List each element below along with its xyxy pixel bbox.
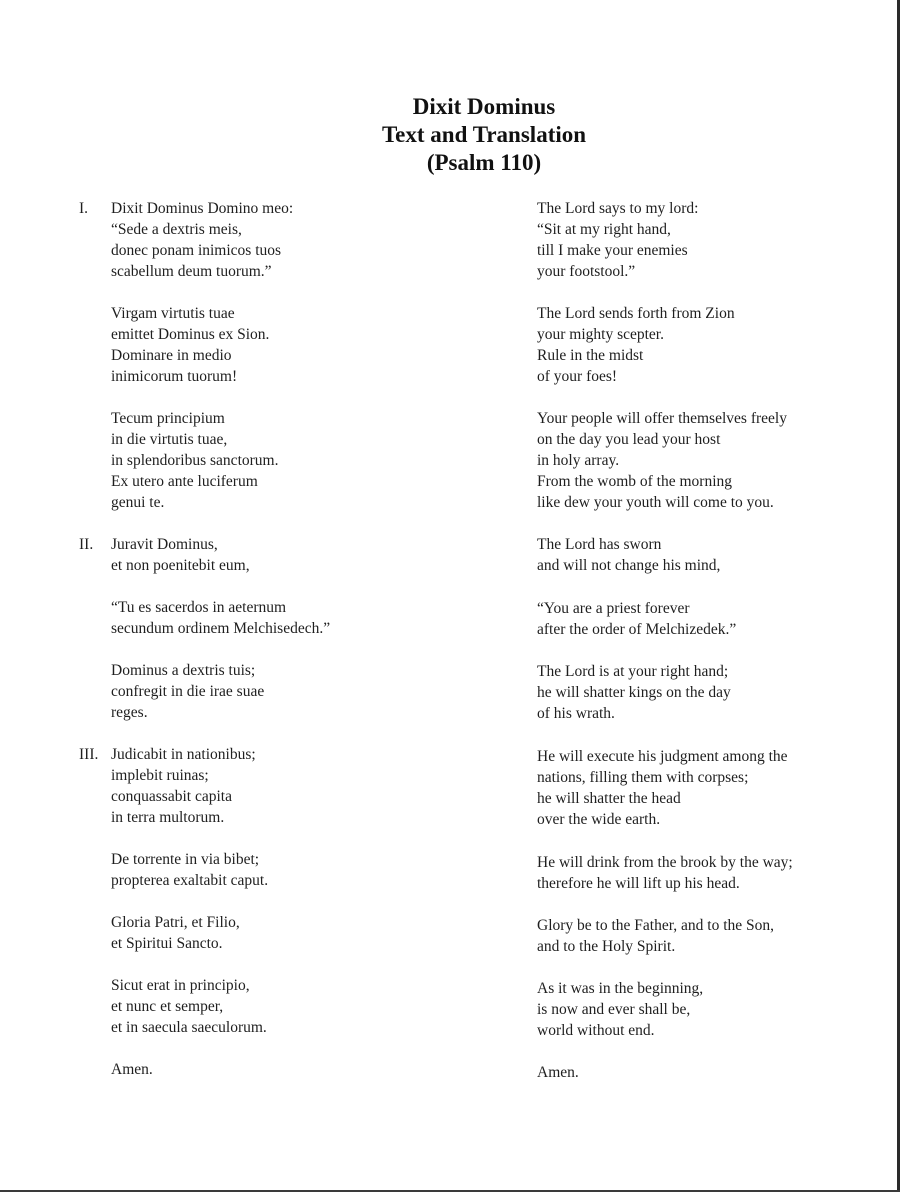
english-stanza [537, 198, 698, 282]
english-stanza [537, 598, 736, 640]
english-line: “Sit at my right hand, [537, 221, 671, 238]
latin-stanza [111, 660, 264, 723]
english-line: on the day you lead your host [537, 431, 721, 448]
latin-line: et nunc et semper, [111, 998, 224, 1015]
english-stanza [537, 1062, 579, 1083]
english-line: is now and ever shall be, [537, 1001, 691, 1018]
latin-stanza [111, 534, 250, 576]
latin-stanza [111, 912, 240, 954]
latin-line: secundum ordinem Melchisedech.” [111, 620, 331, 637]
english-line: he will shatter kings on the day [537, 684, 731, 701]
latin-line: Dominare in medio [111, 347, 232, 364]
english-line: in holy array. [537, 452, 620, 469]
english-stanza [537, 661, 731, 724]
latin-line: emittet Dominus ex Sion. [111, 326, 270, 343]
english-line: Amen. [537, 1064, 579, 1081]
latin-line: reges. [111, 704, 148, 721]
english-stanza [537, 746, 788, 830]
english-line: therefore he will lift up his head. [537, 875, 740, 892]
section-number-3: III. [79, 746, 99, 763]
english-line: The Lord sends forth from Zion [537, 305, 735, 322]
latin-stanza [111, 1059, 153, 1080]
latin-line: in terra multorum. [111, 809, 225, 826]
latin-line: Ex utero ante luciferum [111, 473, 258, 490]
latin-line: et non poenitebit eum, [111, 557, 250, 574]
english-line: Rule in the midst [537, 347, 644, 364]
latin-line: Dominus a dextris tuis; [111, 662, 256, 679]
latin-line: De torrente in via bibet; [111, 851, 260, 868]
english-line: Glory be to the Father, and to the Son, [537, 917, 775, 934]
title-line-1: Dixit Dominus [412, 94, 556, 119]
latin-line: scabellum deum tuorum.” [111, 263, 272, 280]
latin-line: Virgam virtutis tuae [111, 305, 235, 322]
english-line: The Lord is at your right hand; [537, 663, 729, 680]
english-stanza [537, 408, 787, 513]
latin-line: Tecum principium [111, 410, 225, 427]
latin-line: Juravit Dominus, [111, 536, 218, 553]
english-line: and to the Holy Spirit. [537, 938, 676, 955]
latin-stanza [111, 303, 269, 387]
section-number-1: I. [79, 200, 89, 217]
latin-stanza [111, 198, 293, 282]
latin-line: et Spiritui Sancto. [111, 935, 223, 952]
english-line: “You are a priest forever [537, 600, 690, 617]
english-line: like dew your youth will come to you. [537, 494, 774, 511]
english-stanza [537, 915, 774, 957]
latin-line: Dixit Dominus Domino meo: [111, 200, 294, 217]
section-number-2: II. [79, 536, 94, 553]
english-line: The Lord says to my lord: [537, 200, 699, 217]
english-line: The Lord has sworn [537, 536, 662, 553]
latin-line: inimicorum tuorum! [111, 368, 238, 385]
latin-line: conquassabit capita [111, 788, 232, 805]
english-line: Your people will offer themselves freely [537, 410, 787, 427]
latin-line: “Tu es sacerdos in aeternum [111, 599, 287, 616]
latin-line: et in saecula saeculorum. [111, 1019, 267, 1036]
latin-line: confregit in die irae suae [111, 683, 265, 700]
latin-line: Amen. [111, 1061, 153, 1078]
english-line: of his wrath. [537, 705, 615, 722]
latin-line: donec ponam inimicos tuos [111, 242, 282, 259]
title-line-3: (Psalm 110) [426, 150, 542, 175]
latin-stanza [111, 849, 268, 891]
english-line: From the womb of the morning [537, 473, 733, 490]
english-stanza [537, 303, 735, 387]
latin-line: implebit ruinas; [111, 767, 209, 784]
english-line: your mighty scepter. [537, 326, 664, 343]
english-line: He will drink from the brook by the way; [537, 854, 793, 871]
latin-stanza [111, 744, 256, 828]
english-line: your footstool.” [537, 263, 636, 280]
latin-line: genui te. [111, 494, 165, 511]
latin-line: Sicut erat in principio, [111, 977, 250, 994]
english-stanza [537, 534, 720, 576]
english-line: world without end. [537, 1022, 655, 1039]
latin-stanza [111, 408, 278, 513]
latin-line: in splendoribus sanctorum. [111, 452, 279, 469]
page-title [0, 93, 900, 177]
latin-line: Gloria Patri, et Filio, [111, 914, 240, 931]
english-line: He will execute his judgment among the [537, 748, 788, 765]
english-line: after the order of Melchizedek.” [537, 621, 737, 638]
title-line-2: Text and Translation [381, 122, 587, 147]
latin-stanza [111, 975, 267, 1038]
english-line: he will shatter the head [537, 790, 681, 807]
latin-line: “Sede a dextris meis, [111, 221, 242, 238]
latin-stanza [111, 597, 330, 639]
english-stanza [537, 978, 703, 1041]
english-stanza [537, 852, 793, 894]
english-line: As it was in the beginning, [537, 980, 704, 997]
latin-line: propterea exaltabit caput. [111, 872, 269, 889]
english-line: of your foes! [537, 368, 618, 385]
english-line: and will not change his mind, [537, 557, 721, 574]
latin-line: Judicabit in nationibus; [111, 746, 256, 763]
english-line: nations, filling them with corpses; [537, 769, 749, 786]
english-line: till I make your enemies [537, 242, 688, 259]
latin-line: in die virtutis tuae, [111, 431, 228, 448]
english-line: over the wide earth. [537, 811, 661, 828]
